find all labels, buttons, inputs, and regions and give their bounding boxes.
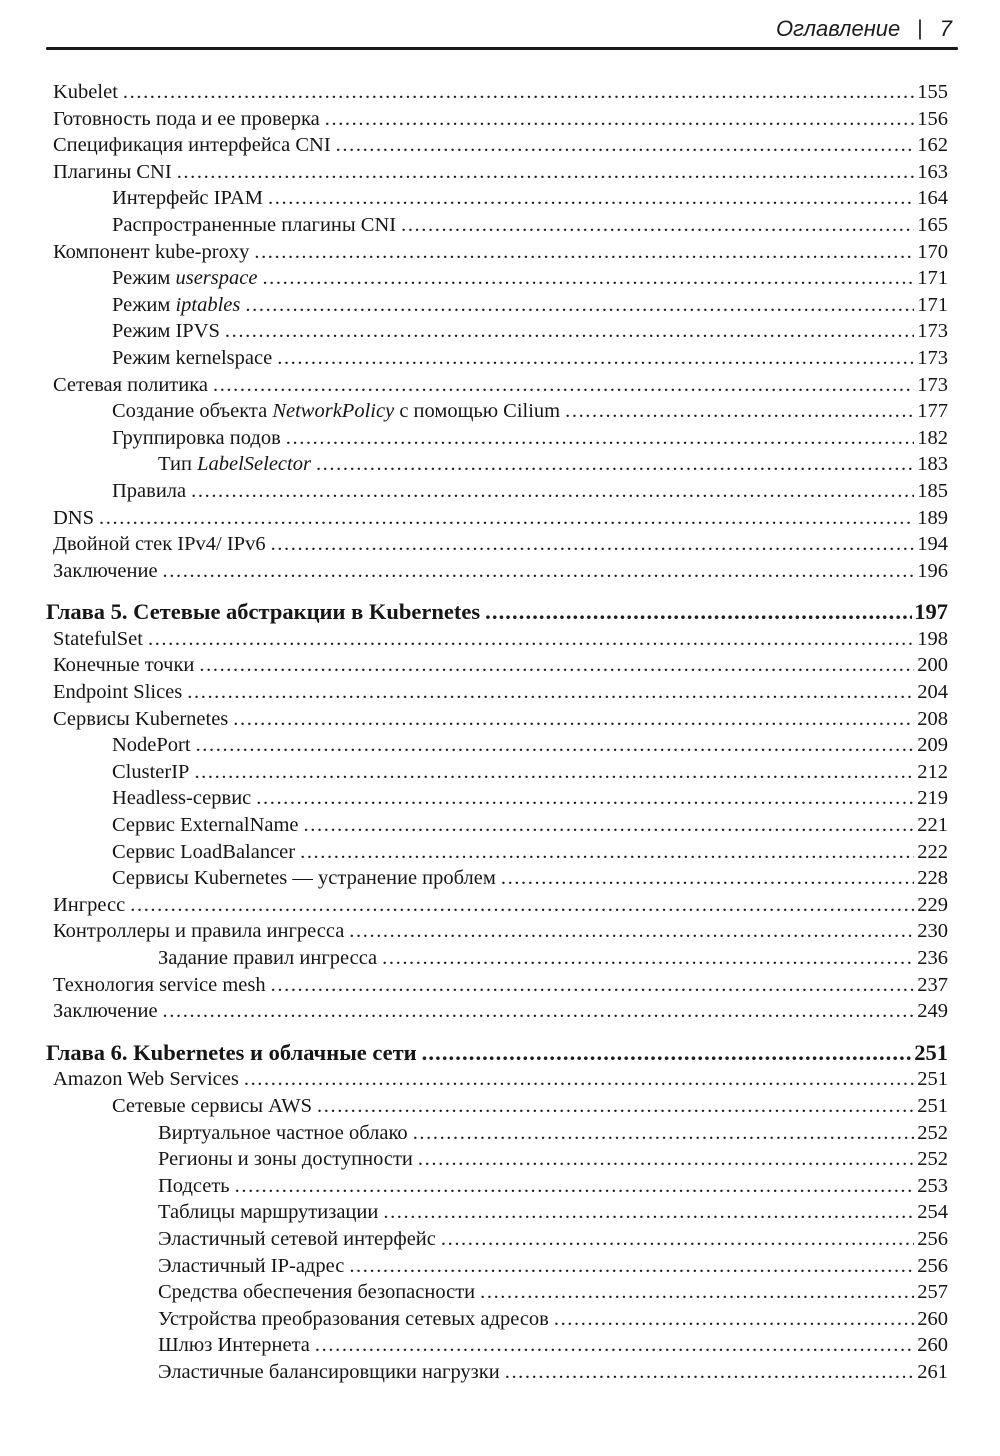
dot-leader bbox=[244, 1066, 914, 1093]
toc-entry-row bbox=[44, 1253, 948, 1280]
italic-term: iptables bbox=[175, 293, 241, 316]
toc-entry-title: Плагины CNI bbox=[53, 160, 172, 183]
toc-entry-title: Режим kernelspace bbox=[112, 346, 273, 369]
toc-entry-title: NodePort bbox=[112, 734, 191, 757]
dot-leader bbox=[485, 599, 912, 626]
toc-entry-title: Сетевая политика bbox=[53, 373, 208, 396]
toc-entry-page: 200 bbox=[917, 654, 948, 677]
toc-entry-title: Kubelet bbox=[53, 81, 118, 103]
dot-leader bbox=[163, 558, 914, 585]
toc-entry-title: Правила bbox=[112, 479, 187, 502]
dot-leader bbox=[148, 626, 914, 653]
toc-entry-page: 212 bbox=[917, 760, 948, 783]
dot-leader bbox=[245, 292, 914, 319]
toc-entry-row bbox=[44, 1120, 948, 1147]
toc-entry-page: 173 bbox=[917, 373, 948, 396]
toc-entry-row bbox=[44, 79, 948, 106]
toc-entry-row bbox=[44, 372, 948, 399]
dot-leader bbox=[441, 1226, 914, 1253]
dot-leader bbox=[199, 652, 914, 679]
italic-term: LabelSelector bbox=[197, 453, 311, 476]
dot-leader bbox=[213, 372, 914, 399]
toc-entry-row bbox=[44, 398, 948, 425]
toc-entry-row bbox=[44, 865, 948, 892]
dot-leader bbox=[300, 839, 914, 866]
toc-entry-page: 196 bbox=[917, 559, 948, 582]
toc-entry-page: 163 bbox=[917, 160, 948, 183]
toc-entry-row bbox=[44, 265, 948, 292]
toc-entry-row bbox=[44, 1199, 948, 1226]
toc-entry-page: 219 bbox=[917, 787, 948, 810]
toc-entry-title: Регионы и зоны доступности bbox=[158, 1148, 413, 1171]
toc-entry-title: Заключение bbox=[53, 1000, 158, 1023]
toc-entry-title: ClusterIP bbox=[112, 760, 190, 783]
toc-entry-title: Заключение bbox=[53, 559, 158, 582]
toc-entry-row bbox=[44, 451, 948, 478]
dot-leader bbox=[191, 478, 914, 505]
dot-leader bbox=[225, 318, 914, 345]
dot-leader bbox=[317, 1093, 914, 1120]
toc-chapter-page: 197 bbox=[914, 599, 948, 625]
toc-entry-row bbox=[44, 812, 948, 839]
toc-entry-row bbox=[44, 1146, 948, 1173]
dot-leader bbox=[382, 945, 914, 972]
toc-entry-title: Технология service mesh bbox=[53, 973, 266, 996]
toc-entry-page: 173 bbox=[917, 320, 948, 343]
toc-entry-page: 208 bbox=[917, 707, 948, 730]
dot-leader bbox=[163, 998, 914, 1025]
toc-entry-page: 189 bbox=[917, 506, 948, 529]
toc-entry-page: 173 bbox=[917, 346, 948, 369]
toc-entry-row bbox=[44, 1066, 948, 1093]
toc-entry-page: 249 bbox=[917, 1000, 948, 1023]
toc-entry-page: 198 bbox=[917, 627, 948, 650]
header-rule bbox=[46, 47, 958, 50]
toc-entry-title: Виртуальное частное облако bbox=[158, 1121, 408, 1144]
toc-entry-page: 230 bbox=[917, 920, 948, 943]
dot-leader bbox=[349, 1253, 914, 1280]
toc-entry-row bbox=[44, 759, 948, 786]
toc-entry-title: Endpoint Slices bbox=[53, 681, 183, 704]
dot-leader bbox=[316, 451, 914, 478]
toc-entry-page: 256 bbox=[917, 1254, 948, 1277]
toc-entry-title: Двойной стек IPv4/ IPv6 bbox=[53, 533, 266, 556]
toc-entry-title: Сервисы Kubernetes — устранение проблем bbox=[112, 867, 496, 890]
dot-leader bbox=[501, 865, 914, 892]
toc-entry-title: Шлюз Интернета bbox=[158, 1334, 310, 1357]
italic-term: NetworkPolicy bbox=[272, 400, 395, 423]
toc-entry-title: Задание правил ингресса bbox=[158, 947, 378, 969]
dot-leader bbox=[413, 1120, 914, 1147]
toc-entry-page: 221 bbox=[917, 814, 948, 837]
toc-entry-row bbox=[44, 785, 948, 812]
dot-leader bbox=[271, 972, 914, 999]
toc-entry-page: 236 bbox=[917, 947, 948, 969]
toc-entry-row bbox=[44, 159, 948, 186]
toc-entry-page: 257 bbox=[917, 1281, 948, 1304]
toc-entry-title: Спецификация интерфейса CNI bbox=[53, 134, 331, 157]
toc-entry-page: 185 bbox=[917, 479, 948, 502]
toc-entry-title: Сервис ExternalName bbox=[112, 814, 299, 837]
toc-entry-title: Таблицы маршрутизации bbox=[158, 1201, 379, 1224]
dot-leader bbox=[349, 918, 914, 945]
toc-entry-row bbox=[44, 1279, 948, 1306]
dot-leader bbox=[196, 732, 914, 759]
running-header bbox=[776, 16, 952, 42]
toc-entry-row bbox=[44, 652, 948, 679]
toc-chapter-title: Глава 6. Kubernetes и облачные сети bbox=[46, 1039, 417, 1065]
toc-entry-title: Режим userspace bbox=[112, 267, 258, 290]
dot-leader bbox=[130, 892, 914, 919]
toc-entry-title: Amazon Web Services bbox=[53, 1068, 239, 1091]
toc-entry-row bbox=[44, 425, 948, 452]
toc-entry-title: Компонент kube-proxy bbox=[53, 240, 250, 263]
toc-entry-page: 251 bbox=[917, 1068, 948, 1091]
toc-entry-title: Режим IPVS bbox=[112, 320, 220, 343]
toc-entry-row bbox=[44, 892, 948, 919]
toc-entry-row bbox=[44, 839, 948, 866]
dot-leader bbox=[254, 239, 914, 266]
dot-leader bbox=[418, 1146, 914, 1173]
toc-entry-row bbox=[44, 478, 948, 505]
toc-entry-row bbox=[44, 558, 948, 585]
dot-leader bbox=[565, 398, 914, 425]
toc-entry-row bbox=[44, 679, 948, 706]
toc-entry-page: 165 bbox=[917, 213, 948, 236]
toc-entry-row bbox=[44, 1093, 948, 1120]
toc-entry-row bbox=[44, 945, 948, 972]
toc-entry-title: Эластичные балансировщики нагрузки bbox=[158, 1360, 500, 1383]
header-separator: | bbox=[917, 17, 923, 40]
toc-entry-title: Устройства преобразования сетевых адресов bbox=[158, 1307, 549, 1330]
toc-entry-title: Средства обеспечения безопасности bbox=[158, 1281, 476, 1304]
dot-leader bbox=[422, 1040, 913, 1067]
dot-leader bbox=[554, 1306, 914, 1333]
toc-entry-title: Сервисы Kubernetes bbox=[53, 707, 229, 730]
toc-entry-row bbox=[44, 239, 948, 266]
dot-leader bbox=[304, 812, 914, 839]
toc-entry-row bbox=[44, 918, 948, 945]
toc-entry-row bbox=[44, 1173, 948, 1200]
toc-entry-title: Интерфейс IPAM bbox=[112, 187, 264, 210]
dot-leader bbox=[235, 1173, 914, 1200]
toc-entry-page: 251 bbox=[917, 1094, 948, 1117]
toc-entry-row bbox=[44, 318, 948, 345]
toc-entry-row bbox=[44, 185, 948, 212]
toc-entry-row bbox=[44, 972, 948, 999]
toc-entry-row bbox=[44, 1306, 948, 1333]
toc-entry-row bbox=[44, 998, 948, 1025]
dot-leader bbox=[233, 706, 914, 733]
toc-entry-title: Сетевые сервисы AWS bbox=[112, 1094, 313, 1117]
running-header-title: Оглавление bbox=[775, 16, 901, 41]
dot-leader bbox=[177, 159, 914, 186]
toc-entry-page: 252 bbox=[917, 1121, 948, 1144]
dot-leader bbox=[277, 345, 914, 372]
toc-entry-row bbox=[44, 292, 948, 319]
dot-leader bbox=[99, 505, 914, 532]
toc-entry-page: 170 bbox=[917, 240, 948, 263]
toc-entry-title: Ингресс bbox=[53, 893, 126, 916]
toc-entry-title: Эластичный сетевой интерфейс bbox=[158, 1227, 436, 1250]
toc-entry-page: 194 bbox=[917, 533, 948, 556]
toc-entry-title: Headless-сервис bbox=[112, 787, 252, 810]
toc-entry-page: 253 bbox=[917, 1174, 948, 1197]
toc-entry-page: 177 bbox=[917, 400, 948, 423]
toc-entry-row bbox=[44, 1359, 948, 1386]
dot-leader bbox=[401, 212, 914, 239]
dot-leader bbox=[480, 1279, 914, 1306]
toc-entry-page: 252 bbox=[917, 1148, 948, 1171]
toc-entry-title: Создание объекта NetworkPolicy с помощью Cilium bbox=[112, 400, 561, 423]
dot-leader bbox=[286, 425, 914, 452]
toc-entry-title: Группировка подов bbox=[112, 426, 281, 449]
toc-entry-page: 209 bbox=[917, 734, 948, 757]
toc-entry-title: Тип LabelSelector bbox=[158, 453, 311, 476]
toc-entry-page: 254 bbox=[917, 1201, 948, 1224]
toc-entry-page: 222 bbox=[917, 840, 948, 863]
toc-entry-title: Подсеть bbox=[158, 1174, 230, 1197]
toc-entry-page: 260 bbox=[917, 1334, 948, 1357]
toc-entry-title: DNS bbox=[53, 506, 95, 529]
toc-entry-page: 237 bbox=[917, 973, 948, 996]
toc-chapter-row bbox=[44, 1040, 948, 1067]
toc-entry-page: 171 bbox=[917, 267, 948, 290]
toc-entry-title: Распространенные плагины CNI bbox=[112, 213, 397, 236]
toc-entry-row bbox=[44, 345, 948, 372]
dot-leader bbox=[123, 79, 914, 106]
toc-entry-row bbox=[44, 1332, 948, 1359]
dot-leader bbox=[256, 785, 914, 812]
dot-leader bbox=[262, 265, 914, 292]
toc-chapter-row bbox=[44, 599, 948, 626]
toc-entry-row bbox=[44, 732, 948, 759]
toc-entry-row bbox=[44, 212, 948, 239]
toc-entry-page: 229 bbox=[917, 893, 948, 916]
toc-entry-row bbox=[44, 531, 948, 558]
dot-leader bbox=[383, 1199, 914, 1226]
toc-entry-row bbox=[44, 706, 948, 733]
toc-chapter-title: Глава 5. Сетевые абстракции в Kubernetes bbox=[46, 599, 481, 625]
toc-entry-title: Контроллеры и правила ингресса bbox=[53, 920, 345, 943]
toc-entry-page: 164 bbox=[917, 187, 948, 210]
toc-entry-title: Сервис LoadBalancer bbox=[112, 840, 296, 863]
dot-leader bbox=[315, 1332, 914, 1359]
dot-leader bbox=[336, 132, 914, 159]
toc-list bbox=[44, 79, 948, 1386]
toc-entry-row bbox=[44, 106, 948, 133]
toc-entry-page: 260 bbox=[917, 1307, 948, 1330]
italic-term: userspace bbox=[175, 267, 258, 290]
toc-entry-page: 256 bbox=[917, 1227, 948, 1250]
header-page-number: 7 bbox=[939, 16, 952, 41]
dot-leader bbox=[271, 531, 914, 558]
dot-leader bbox=[325, 106, 914, 133]
toc-entry-page: 162 bbox=[917, 134, 948, 157]
toc-entry-page: 182 bbox=[917, 426, 948, 449]
dot-leader bbox=[268, 185, 914, 212]
toc-chapter-page: 251 bbox=[914, 1039, 948, 1065]
toc-entry-page: 204 bbox=[917, 681, 948, 704]
dot-leader bbox=[505, 1359, 914, 1386]
toc-entry-row bbox=[44, 1226, 948, 1253]
toc-entry-page: 183 bbox=[917, 453, 948, 476]
dot-leader bbox=[187, 679, 914, 706]
dot-leader bbox=[194, 759, 914, 786]
toc-entry-page: 156 bbox=[917, 107, 948, 130]
toc-entry-title: Режим iptables bbox=[112, 293, 241, 316]
toc-entry-page: 261 bbox=[917, 1360, 948, 1383]
toc-entry-title: Готовность пода и ее проверка bbox=[53, 107, 320, 130]
toc-entry-row bbox=[44, 132, 948, 159]
toc-entry-row bbox=[44, 505, 948, 532]
toc-entry-title: Эластичный IP-адрес bbox=[158, 1254, 345, 1277]
toc-entry-title: StatefulSet bbox=[53, 627, 143, 650]
toc-entry-page: 228 bbox=[917, 867, 948, 890]
toc-entry-page: 155 bbox=[917, 81, 948, 103]
toc-entry-title: Конечные точки bbox=[53, 654, 195, 677]
toc-entry-row bbox=[44, 626, 948, 653]
toc-entry-page: 171 bbox=[917, 293, 948, 316]
